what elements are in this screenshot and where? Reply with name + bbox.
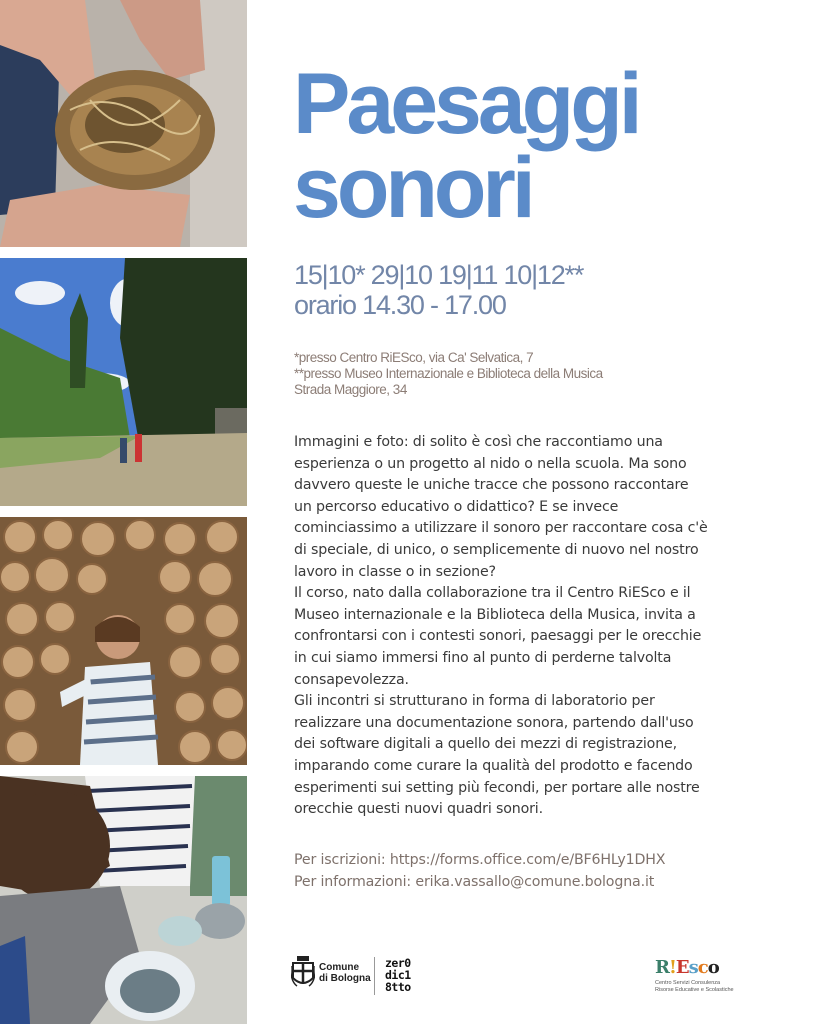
description-line: davvero queste le uniche tracce che possono raccontare [294, 477, 689, 494]
photo-children-table [0, 776, 247, 1024]
description-line: esperienza o un progetto al nido o nella scuola. Ma sono [294, 455, 687, 472]
description-line: Il corso, nato dalla collaborazione tra il Centro RiESco e il [294, 585, 691, 602]
riesco-letter: ! [668, 957, 676, 978]
schedule [294, 260, 583, 320]
description-line: di speciale, di unico, o semplicemente di nuovo nel nostro [294, 541, 699, 558]
title-line-1: Paesaggi [293, 56, 639, 152]
location-line: Strada Maggiore, 34 [294, 382, 407, 397]
bologna-logo-line-2: di Bologna [319, 973, 371, 984]
contacts [294, 849, 665, 893]
description-line: realizzare una documentazione sonora, partendo dall'uso [294, 714, 694, 731]
photo-hands-with-roots [0, 0, 247, 247]
photo-park-children [0, 258, 247, 506]
riesco-letter: E [675, 957, 689, 978]
location-line: *presso Centro RiESco, via Ca' Selvatica, 7 [294, 350, 534, 365]
bologna-logo-line-1: Comune [319, 962, 359, 973]
description-line: in cui siamo immersi fino al punto di perderne talvolta [294, 649, 672, 666]
description-line: Museo internazionale e la Biblioteca della Musica, invita a [294, 606, 696, 623]
poster-title [293, 56, 639, 236]
description-line: confrontarsi con i contesti sonori, paesaggi per le orecchie [294, 628, 702, 645]
description-line: un percorso educativo o didattico? E se invece [294, 498, 619, 515]
info-email[interactable]: Per informazioni: erika.vassallo@comune.bologna.it [294, 874, 655, 890]
zerodiciotto-line-3: 8tto [385, 980, 411, 994]
riesco-subtitle-1: Centro Servizi Consulenza [655, 980, 721, 986]
description-line: lavoro in classe o in sezione? [294, 563, 496, 580]
locations [294, 350, 603, 398]
comune-bologna-logo [291, 956, 371, 990]
description-line: imparando come curare la qualità del prodotto e facendo [294, 757, 693, 774]
riesco-logo [655, 958, 734, 993]
description-line: Immagini e foto: di solito è così che raccontiamo una [294, 434, 663, 450]
riesco-letter: s [688, 957, 698, 978]
description-line: cominciassimo a utilizzare il sonoro per raccontare cosa c'è [294, 520, 708, 537]
riesco-subtitle-2: Risorse Educative e Scolastiche [655, 986, 734, 993]
description-line: Gli incontri si strutturano in forma di laboratorio per [294, 693, 655, 710]
zerodiciotto-line-2: dic1 [385, 968, 411, 982]
description-line: orecchie questi nuovi quadri sonori. [294, 801, 543, 818]
bologna-crest-icon [291, 956, 315, 990]
description [294, 432, 754, 821]
schedule-dates: 15|10* 29|10 19|11 10|12** [294, 260, 584, 290]
description-line: consapevolezza. [294, 671, 409, 688]
registration-link[interactable]: Per iscrizioni: https://forms.office.com/e/BF6HLy1DHX [294, 852, 666, 868]
logo-divider [374, 957, 375, 995]
zerodiciotto-line-1: zer0 [385, 956, 411, 970]
location-line: **presso Museo Internazionale e Biblioteca della Musica [294, 366, 603, 381]
riesco-letter: R [655, 957, 669, 978]
description-line: dei software digitali a quello dei mezzi di registrazione, [294, 736, 677, 753]
zerodiciotto-logo [385, 957, 411, 993]
riesco-letter: o [707, 957, 719, 978]
description-line: esperimenti sui setting più fecondi, per portare alle nostre [294, 779, 700, 796]
schedule-hours: orario 14.30 - 17.00 [294, 290, 506, 320]
riesco-wordmark [655, 958, 734, 978]
photo-child-woodpile [0, 517, 247, 765]
title-line-2: sonori [293, 140, 532, 236]
riesco-letter: c [697, 957, 708, 978]
